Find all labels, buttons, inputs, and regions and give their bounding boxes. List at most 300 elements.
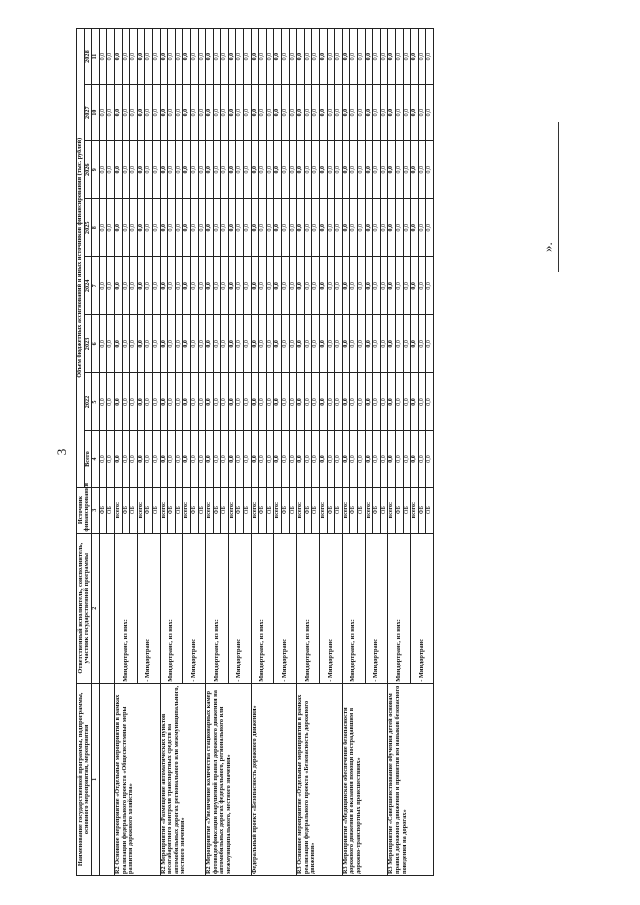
value-cell: 0,0 [388,373,396,431]
responsible-cell [99,533,114,683]
table-row [251,29,259,876]
value-cell: 0,0 [373,85,381,141]
value-cell: 0,0 [236,373,244,431]
value-cell: 0,0 [259,199,267,257]
value-cell: 0,0 [175,141,183,199]
value-cell: 0,0 [342,29,350,85]
value-cell: 0,0 [168,141,176,199]
source-cell: ОБ [221,487,229,533]
value-cell: 0,0 [282,431,290,487]
source-cell: ФБ [395,487,403,533]
source-cell: ФБ [190,487,198,533]
source-cell: ФБ [168,487,176,533]
value-cell: 0,0 [289,199,297,257]
value-cell: 0,0 [228,431,236,487]
value-cell: 0,0 [327,257,335,315]
value-cell: 0,0 [350,315,358,373]
value-cell: 0,0 [183,431,191,487]
header-responsible: Ответственный исполнитель, соисполнитель, участник государственной программы [77,533,92,683]
value-cell: 0,0 [152,141,160,199]
value-cell: 0,0 [312,29,320,85]
value-cell: 0,0 [175,373,183,431]
value-cell: 0,0 [297,29,305,85]
header-year: 2024 [84,257,92,315]
value-cell: 0,0 [107,373,115,431]
value-cell: 0,0 [380,373,388,431]
value-cell: 0,0 [297,199,305,257]
value-cell: 0,0 [304,141,312,199]
value-cell: 0,0 [403,85,411,141]
value-cell: 0,0 [380,315,388,373]
value-cell: 0,0 [266,199,274,257]
value-cell: 0,0 [168,373,176,431]
value-cell: 0,0 [152,373,160,431]
value-cell: 0,0 [168,29,176,85]
responsible-sub-cell: - Миндортранс [320,533,343,683]
source-cell: ФБ [213,487,221,533]
value-cell: 0,0 [259,85,267,141]
value-cell: 0,0 [274,29,282,85]
value-cell: 0,0 [289,373,297,431]
financing-table [76,28,434,876]
value-cell: 0,0 [411,373,419,431]
value-cell: 0,0 [365,85,373,141]
value-cell: 0,0 [350,257,358,315]
value-cell: 0,0 [183,373,191,431]
value-cell: 0,0 [244,29,252,85]
value-cell: 0,0 [236,199,244,257]
column-index: 3 [92,487,100,533]
value-cell: 0,0 [320,431,328,487]
value-cell: 0,0 [183,141,191,199]
value-cell: 0,0 [198,373,206,431]
value-cell: 0,0 [403,373,411,431]
column-index: 1 [92,683,100,875]
header-year: 2027 [84,85,92,141]
source-cell: всего: [365,487,373,533]
value-cell: 0,0 [213,257,221,315]
value-cell: 0,0 [342,373,350,431]
value-cell: 0,0 [320,257,328,315]
column-index: 4 [92,431,100,487]
value-cell: 0,0 [312,315,320,373]
value-cell: 0,0 [282,85,290,141]
table-row [342,29,350,876]
value-cell: 0,0 [274,373,282,431]
value-cell: 0,0 [107,431,115,487]
value-cell: 0,0 [350,29,358,85]
responsible-cell: Миндортранс, из них: [297,533,320,683]
value-cell: 0,0 [403,29,411,85]
value-cell: 0,0 [114,141,122,199]
value-cell: 0,0 [426,373,434,431]
value-cell: 0,0 [403,431,411,487]
value-cell: 0,0 [145,85,153,141]
value-cell: 0,0 [297,315,305,373]
value-cell: 0,0 [168,199,176,257]
value-cell: 0,0 [373,257,381,315]
value-cell: 0,0 [244,257,252,315]
value-cell: 0,0 [145,29,153,85]
value-cell: 0,0 [137,199,145,257]
value-cell: 0,0 [190,141,198,199]
value-cell: 0,0 [365,29,373,85]
value-cell: 0,0 [236,257,244,315]
value-cell: 0,0 [251,199,259,257]
source-cell: ОБ [244,487,252,533]
value-cell: 0,0 [160,431,168,487]
value-cell: 0,0 [160,199,168,257]
value-cell: 0,0 [122,315,130,373]
value-cell: 0,0 [327,29,335,85]
value-cell: 0,0 [160,141,168,199]
value-cell: 0,0 [395,29,403,85]
value-cell: 0,0 [175,29,183,85]
value-cell: 0,0 [145,315,153,373]
value-cell: 0,0 [130,85,138,141]
value-cell: 0,0 [206,373,214,431]
value-cell: 0,0 [274,199,282,257]
value-cell: 0,0 [251,257,259,315]
table-row [160,29,168,876]
responsible-cell: Миндортранс, из них: [114,533,137,683]
value-cell: 0,0 [221,431,229,487]
table-body [99,29,433,876]
column-index: 11 [92,29,100,85]
value-cell: 0,0 [403,199,411,257]
value-cell: 0,0 [228,373,236,431]
value-cell: 0,0 [342,199,350,257]
value-cell: 0,0 [395,199,403,257]
value-cell: 0,0 [198,141,206,199]
value-cell: 0,0 [373,141,381,199]
responsible-sub-cell: - Миндортранс [274,533,297,683]
value-cell: 0,0 [426,431,434,487]
value-cell: 0,0 [426,85,434,141]
value-cell: 0,0 [99,85,107,141]
value-cell: 0,0 [122,373,130,431]
value-cell: 0,0 [380,199,388,257]
value-cell: 0,0 [198,315,206,373]
value-cell: 0,0 [373,199,381,257]
value-cell: 0,0 [289,257,297,315]
value-cell: 0,0 [297,431,305,487]
value-cell: 0,0 [122,431,130,487]
source-cell: ФБ [236,487,244,533]
table-row [388,29,396,876]
value-cell: 0,0 [395,315,403,373]
source-cell: ОБ [152,487,160,533]
column-index: 10 [92,85,100,141]
value-cell: 0,0 [365,257,373,315]
header-year: 2023 [84,315,92,373]
value-cell: 0,0 [266,29,274,85]
value-cell: 0,0 [411,199,419,257]
value-cell: 0,0 [289,141,297,199]
value-cell: 0,0 [236,315,244,373]
value-cell: 0,0 [259,29,267,85]
value-cell: 0,0 [350,85,358,141]
value-cell: 0,0 [190,85,198,141]
value-cell: 0,0 [289,85,297,141]
value-cell: 0,0 [373,29,381,85]
source-cell: ФБ [259,487,267,533]
value-cell: 0,0 [418,141,426,199]
rotated-page-content [50,22,590,882]
value-cell: 0,0 [395,431,403,487]
value-cell: 0,0 [206,315,214,373]
value-cell: 0,0 [418,431,426,487]
value-cell: 0,0 [114,29,122,85]
value-cell: 0,0 [357,85,365,141]
value-cell: 0,0 [335,141,343,199]
value-cell: 0,0 [289,315,297,373]
program-name-cell: R3 Основное мероприятие «Отдельные мероприятия в рамках реализации федерального проекта «Безопасность дорожного движения» [297,683,343,875]
value-cell: 0,0 [145,199,153,257]
value-cell: 0,0 [335,315,343,373]
column-index: 8 [92,199,100,257]
source-cell: ОБ [198,487,206,533]
source-cell: ФБ [350,487,358,533]
source-cell: всего: [137,487,145,533]
value-cell: 0,0 [365,141,373,199]
value-cell: 0,0 [190,315,198,373]
source-cell: ОБ [107,487,115,533]
value-cell: 0,0 [365,199,373,257]
value-cell: 0,0 [221,315,229,373]
program-name-cell: R2 Мероприятие «Увеличение количества стационарных камер фотовидеофиксации нарушений правил дорожного движения на автомобильных дорогах федерального, регионального или межмуниципального, местного значения» [206,683,252,875]
value-cell: 0,0 [130,141,138,199]
value-cell: 0,0 [335,257,343,315]
value-cell: 0,0 [190,257,198,315]
value-cell: 0,0 [251,141,259,199]
value-cell: 0,0 [206,257,214,315]
source-cell: ФБ [373,487,381,533]
value-cell: 0,0 [206,85,214,141]
value-cell: 0,0 [122,257,130,315]
value-cell: 0,0 [380,85,388,141]
value-cell: 0,0 [130,373,138,431]
responsible-sub-cell: - Миндортранс [183,533,206,683]
source-cell: ОБ [403,487,411,533]
value-cell: 0,0 [411,315,419,373]
column-index: 6 [92,315,100,373]
value-cell: 0,0 [335,85,343,141]
value-cell: 0,0 [175,315,183,373]
value-cell: 0,0 [395,257,403,315]
value-cell: 0,0 [342,257,350,315]
value-cell: 0,0 [380,141,388,199]
source-cell: ОБ [130,487,138,533]
value-cell: 0,0 [244,431,252,487]
value-cell: 0,0 [145,431,153,487]
value-cell: 0,0 [251,29,259,85]
source-cell: ФБ [99,487,107,533]
value-cell: 0,0 [251,85,259,141]
value-cell: 0,0 [183,315,191,373]
value-cell: 0,0 [228,85,236,141]
value-cell: 0,0 [137,315,145,373]
value-cell: 0,0 [426,199,434,257]
value-cell: 0,0 [114,373,122,431]
value-cell: 0,0 [297,85,305,141]
value-cell: 0,0 [198,257,206,315]
source-cell: всего: [228,487,236,533]
value-cell: 0,0 [266,141,274,199]
source-cell: ОБ [266,487,274,533]
value-cell: 0,0 [213,141,221,199]
value-cell: 0,0 [304,431,312,487]
table-index-row [92,29,100,876]
table-header-row [77,29,85,876]
value-cell: 0,0 [213,315,221,373]
value-cell: 0,0 [183,257,191,315]
value-cell: 0,0 [107,199,115,257]
header-total: Всего [84,431,92,487]
value-cell: 0,0 [99,141,107,199]
responsible-cell: Миндортранс, из них: [388,533,411,683]
value-cell: 0,0 [221,199,229,257]
value-cell: 0,0 [259,373,267,431]
value-cell: 0,0 [395,141,403,199]
value-cell: 0,0 [168,315,176,373]
value-cell: 0,0 [320,85,328,141]
value-cell: 0,0 [137,431,145,487]
value-cell: 0,0 [266,315,274,373]
value-cell: 0,0 [213,85,221,141]
table-row [206,29,214,876]
source-cell: ОБ [335,487,343,533]
value-cell: 0,0 [320,199,328,257]
value-cell: 0,0 [183,85,191,141]
value-cell: 0,0 [152,257,160,315]
value-cell: 0,0 [259,431,267,487]
responsible-cell: Миндортранс, из них: [160,533,183,683]
value-cell: 0,0 [327,199,335,257]
value-cell: 0,0 [130,199,138,257]
value-cell: 0,0 [107,29,115,85]
value-cell: 0,0 [312,431,320,487]
value-cell: 0,0 [357,315,365,373]
value-cell: 0,0 [221,257,229,315]
value-cell: 0,0 [282,29,290,85]
value-cell: 0,0 [426,141,434,199]
value-cell: 0,0 [137,29,145,85]
value-cell: 0,0 [130,431,138,487]
value-cell: 0,0 [426,315,434,373]
responsible-sub-cell: - Миндортранс [228,533,251,683]
value-cell: 0,0 [152,199,160,257]
value-cell: 0,0 [114,257,122,315]
value-cell: 0,0 [152,431,160,487]
value-cell: 0,0 [122,141,130,199]
value-cell: 0,0 [221,85,229,141]
value-cell: 0,0 [183,199,191,257]
value-cell: 0,0 [426,257,434,315]
value-cell: 0,0 [411,257,419,315]
source-cell: ФБ [327,487,335,533]
value-cell: 0,0 [99,257,107,315]
source-cell: всего: [274,487,282,533]
value-cell: 0,0 [244,199,252,257]
table-row [114,29,122,876]
value-cell: 0,0 [304,29,312,85]
header-program: Наименование государственной программы, подпрограммы, основного мероприятия, мероприятия [77,683,92,875]
header-volume: Объем бюджетных ассигнований и иных источников финансирования (тыс. рублей) [77,29,85,488]
value-cell: 0,0 [251,431,259,487]
source-cell: всего: [251,487,259,533]
value-cell: 0,0 [228,315,236,373]
value-cell: 0,0 [160,373,168,431]
value-cell: 0,0 [304,373,312,431]
value-cell: 0,0 [137,141,145,199]
source-cell: всего: [320,487,328,533]
value-cell: 0,0 [266,431,274,487]
value-cell: 0,0 [206,431,214,487]
header-year: 2025 [84,199,92,257]
value-cell: 0,0 [274,85,282,141]
value-cell: 0,0 [274,257,282,315]
source-cell: всего: [342,487,350,533]
value-cell: 0,0 [350,373,358,431]
value-cell: 0,0 [380,431,388,487]
page-number: 3 [54,448,69,456]
value-cell: 0,0 [411,29,419,85]
value-cell: 0,0 [251,373,259,431]
value-cell: 0,0 [357,431,365,487]
value-cell: 0,0 [213,29,221,85]
value-cell: 0,0 [418,315,426,373]
value-cell: 0,0 [350,431,358,487]
value-cell: 0,0 [198,29,206,85]
value-cell: 0,0 [145,373,153,431]
value-cell: 0,0 [266,85,274,141]
value-cell: 0,0 [228,29,236,85]
value-cell: 0,0 [282,257,290,315]
value-cell: 0,0 [335,29,343,85]
value-cell: 0,0 [160,29,168,85]
value-cell: 0,0 [160,257,168,315]
value-cell: 0,0 [388,199,396,257]
value-cell: 0,0 [403,315,411,373]
end-quote-mark: ». [540,242,555,252]
value-cell: 0,0 [373,315,381,373]
value-cell: 0,0 [350,141,358,199]
value-cell: 0,0 [198,85,206,141]
program-name-cell: R3 Мероприятие «Медицинское обеспечение безопасности дорожного движения и оказания помощи пострадавшим в дорожно-транспортных происшествиях» [342,683,388,875]
value-cell: 0,0 [221,373,229,431]
value-cell: 0,0 [152,29,160,85]
source-cell: всего: [160,487,168,533]
source-cell: ФБ [282,487,290,533]
value-cell: 0,0 [114,431,122,487]
responsible-cell: Миндортранс, из них: [251,533,274,683]
value-cell: 0,0 [190,29,198,85]
value-cell: 0,0 [411,431,419,487]
responsible-sub-cell: - Миндортранс [365,533,388,683]
value-cell: 0,0 [137,85,145,141]
value-cell: 0,0 [411,141,419,199]
value-cell: 0,0 [190,199,198,257]
value-cell: 0,0 [327,85,335,141]
header-source: Источник финансирования [76,483,91,532]
column-index: 2 [92,533,100,683]
value-cell: 0,0 [236,29,244,85]
value-cell: 0,0 [198,431,206,487]
value-cell: 0,0 [357,199,365,257]
value-cell: 0,0 [130,315,138,373]
value-cell: 0,0 [145,141,153,199]
